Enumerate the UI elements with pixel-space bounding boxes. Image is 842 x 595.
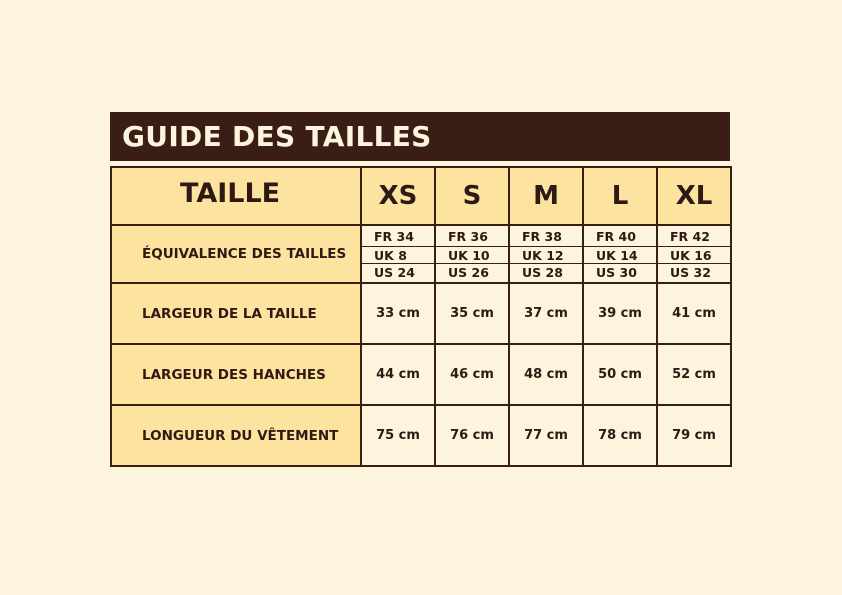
value-cell: 48 cm (509, 344, 583, 405)
page-title: GUIDE DES TAILLES (110, 112, 730, 161)
row-label-length: LONGUEUR DU VÊTEMENT (111, 405, 361, 466)
equiv-uk: UK 12 (510, 246, 582, 264)
size-header-xl: XL (657, 167, 731, 225)
table-row-waist (111, 283, 731, 344)
size-column-header: TAILLE (111, 167, 361, 225)
value-cell: 79 cm (657, 405, 731, 466)
equiv-us: US 32 (670, 265, 711, 280)
equiv-uk: UK 16 (658, 246, 730, 264)
size-header-l: L (583, 167, 657, 225)
equiv-us: US 30 (596, 265, 637, 280)
equivalence-cell-m (509, 225, 583, 283)
row-label-waist: LARGEUR DE LA TAILLE (111, 283, 361, 344)
size-guide-table (110, 166, 732, 467)
equivalence-cell-l (583, 225, 657, 283)
equiv-us: US 28 (522, 265, 563, 280)
row-label-equivalence: ÉQUIVALENCE DES TAILLES (111, 225, 361, 283)
equivalence-cell-xl (657, 225, 731, 283)
value-cell: 37 cm (509, 283, 583, 344)
size-header-s: S (435, 167, 509, 225)
value-cell: 35 cm (435, 283, 509, 344)
value-cell: 75 cm (361, 405, 435, 466)
table-row-length (111, 405, 731, 466)
equiv-uk: UK 8 (362, 246, 434, 264)
value-cell: 33 cm (361, 283, 435, 344)
value-cell: 77 cm (509, 405, 583, 466)
value-cell: 44 cm (361, 344, 435, 405)
equiv-fr: FR 36 (448, 229, 488, 244)
equiv-uk: UK 10 (436, 246, 508, 264)
table-row-hips (111, 344, 731, 405)
size-header-xs: XS (361, 167, 435, 225)
equiv-us: US 24 (374, 265, 415, 280)
value-cell: 78 cm (583, 405, 657, 466)
equiv-fr: FR 42 (670, 229, 710, 244)
value-cell: 52 cm (657, 344, 731, 405)
equiv-us: US 26 (448, 265, 489, 280)
value-cell: 46 cm (435, 344, 509, 405)
value-cell: 50 cm (583, 344, 657, 405)
table-row-equivalence (111, 225, 731, 283)
value-cell: 39 cm (583, 283, 657, 344)
row-label-hips: LARGEUR DES HANCHES (111, 344, 361, 405)
table-header-row (111, 167, 731, 225)
equiv-uk: UK 14 (584, 246, 656, 264)
equiv-fr: FR 34 (374, 229, 414, 244)
value-cell: 76 cm (435, 405, 509, 466)
value-cell: 41 cm (657, 283, 731, 344)
equivalence-cell-s (435, 225, 509, 283)
size-header-m: M (509, 167, 583, 225)
equiv-fr: FR 40 (596, 229, 636, 244)
equivalence-cell-xs (361, 225, 435, 283)
equiv-fr: FR 38 (522, 229, 562, 244)
